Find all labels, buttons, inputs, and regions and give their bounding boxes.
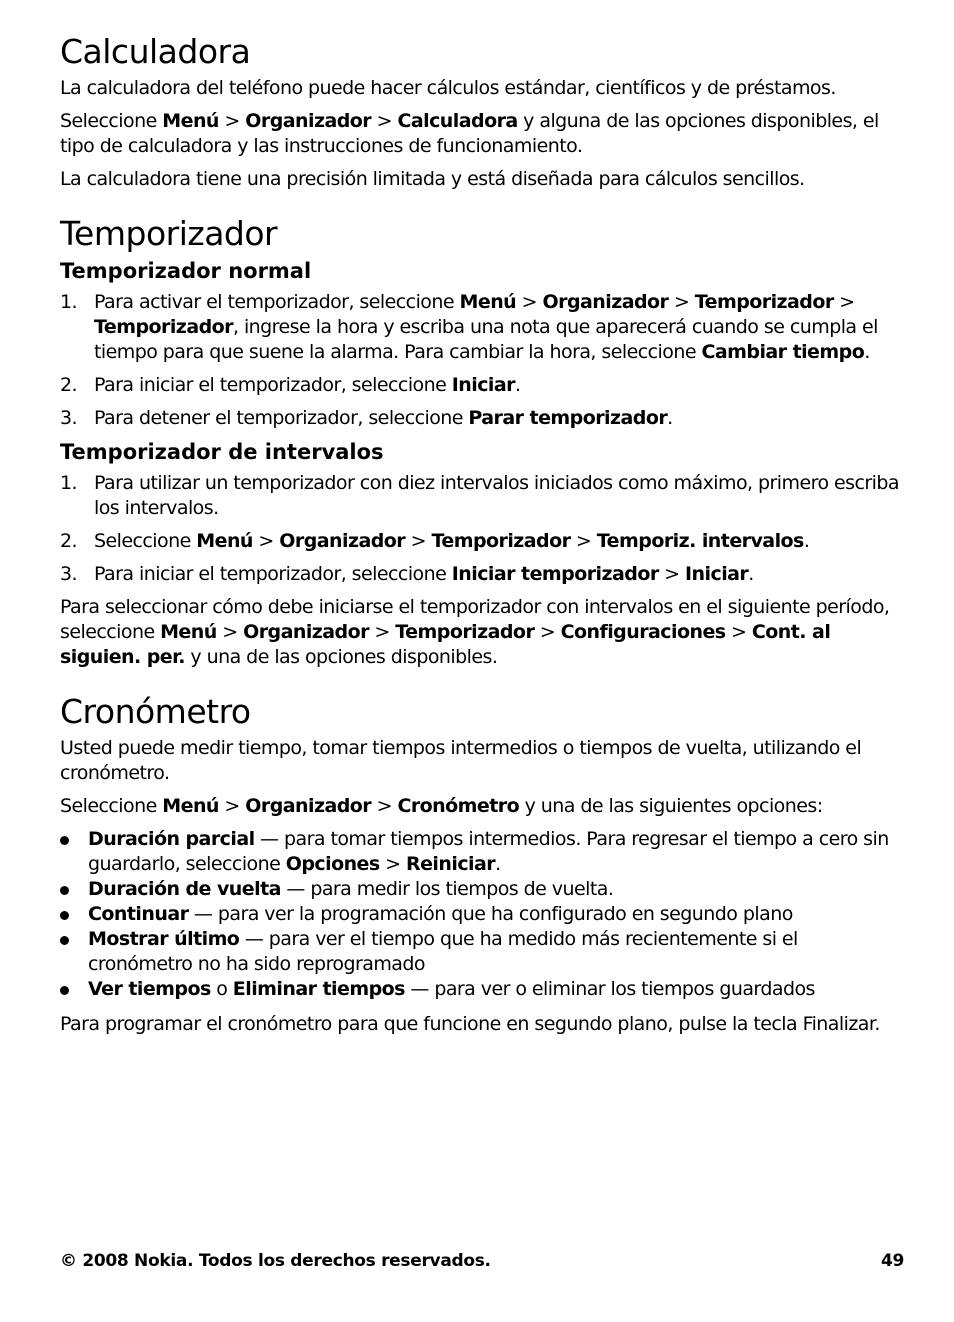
copyright-text: © 2008 Nokia. Todos los derechos reservados. [60,1251,491,1271]
bullet-icon [60,911,69,920]
subheading-temporizador-intervalos: Temporizador de intervalos [60,440,384,464]
list-item: Ver tiempos o Eliminar tiempos — para ver o eliminar los tiempos guardados [60,977,906,1002]
page-number: 49 [880,1251,904,1271]
cronometro-options [60,827,906,1002]
heading-temporizador: Temporizador [60,214,278,253]
cronometro-background-note: Para programar el cronómetro para que funcione en segundo plano, pulse la tecla Finalizar. [60,1013,880,1035]
cronometro-intro: Usted puede medir tiempo, tomar tiempos intermedios o tiempos de vuelta, utilizando el cronómetro. [60,737,862,784]
list-item: 2. Para iniciar el temporizador, seleccione Iniciar. [60,374,521,396]
list-item: 3. Para iniciar el temporizador, seleccione Iniciar temporizador > Iniciar. [60,563,754,585]
organizador-label: Organizador [245,110,372,132]
page-footer [60,1250,904,1272]
bullet-icon [60,886,69,895]
calculadora-intro: La calculadora del teléfono puede hacer cálculos estándar, científicos y de préstamos. [60,77,836,99]
bullet-icon [60,936,69,945]
list-item: Duración de vuelta — para medir los tiempos de vuelta. [60,877,906,902]
list-item: Continuar — para ver la programación que ha configurado en segundo plano [60,902,906,927]
subheading-temporizador-normal: Temporizador normal [60,259,312,283]
list-item: 3. Para detener el temporizador, seleccione Parar temporizador. [60,407,673,429]
menu-label: Menú [162,110,219,132]
list-item: 1. Para activar el temporizador, seleccione Menú > Organizador > Temporizador > Temporizador, ingrese la hora y escriba una nota que aparecerá cuando se cumpla el tiempo para que suene la alarma. Para cambiar la hora, seleccione Cambiar tiempo. [60,291,878,363]
temporizador-intervalos-steps [60,471,906,587]
cronometro-menu-path: Seleccione Menú > Organizador > Cronómetro y una de las siguientes opciones: [60,795,823,817]
temporizador-normal-steps [60,290,906,431]
calculadora-precision-note: La calculadora tiene una precisión limitada y está diseñada para cálculos sencillos. [60,168,805,190]
list-item: Mostrar último — para ver el tiempo que ha medido más recientemente si el cronómetro no ha sido reprogramado [60,927,906,977]
document-page [60,32,906,1045]
bullet-icon [60,836,69,845]
calculadora-menu-path: Seleccione Menú > Organizador > Calculadora y alguna de las opciones disponibles, el tipo de calculadora y las instrucciones de funcionamiento. [60,110,879,157]
list-item: 1. Para utilizar un temporizador con diez intervalos iniciados como máximo, primero escriba los intervalos. [60,472,899,519]
list-item: 2. Seleccione Menú > Organizador > Temporizador > Temporiz. intervalos. [60,530,810,552]
heading-cronometro: Cronómetro [60,692,251,731]
bullet-icon [60,986,69,995]
intervalos-config-note: Para seleccionar cómo debe iniciarse el temporizador con intervalos en el siguiente período, seleccione Menú > Organizador > Temporizador > Configuraciones > Cont. al siguien. per. y una de las opciones disponibles. [60,596,890,668]
calculadora-label: Calculadora [397,110,518,132]
list-item: Duración parcial — para tomar tiempos intermedios. Para regresar el tiempo a cero sin guardarlo, seleccione Opciones > Reiniciar. [60,827,906,877]
heading-calculadora: Calculadora [60,32,251,71]
